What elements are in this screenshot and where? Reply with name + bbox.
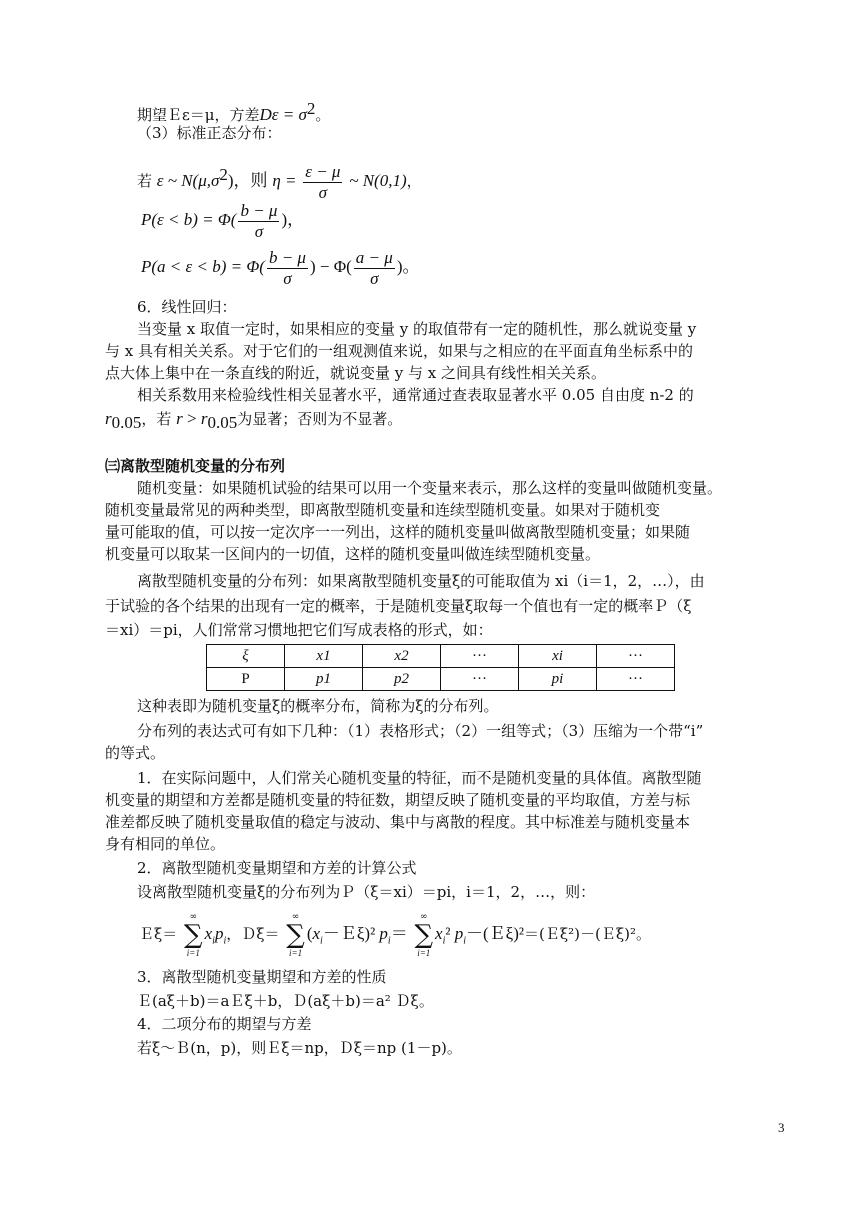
table-row [207,668,675,691]
paragraph-line: Ｅ(aξ＋b)＝aＥξ＋b，Ｄ(aξ＋b)＝a² Ｄξ。 [137,992,434,1010]
paragraph-line: 3．离散型随机变量期望和方差的性质 [137,968,387,986]
paragraph-line: 设离散型随机变量ξ的分布列为Ｐ（ξ＝xi）＝pi，i＝1，2，…，则： [137,883,596,901]
fraction: $\frac{b - \mu}{\sigma}$ [240,200,278,241]
table-cell: x1 [285,645,363,668]
paragraph-line: 于试验的各个结果的出现有一定的概率，于是随机变量ξ取每一个值也有一定的概率Ｐ（ξ [105,597,692,615]
paragraph-line: 随机变量最常见的两种类型，即离散型随机变量和连续型随机变量。如果对于随机变 [105,501,661,519]
paragraph-line: 4．二项分布的期望与方差 [137,1015,312,1033]
paragraph-line: 若ξ～Ｂ(n，p)，则Ｅξ＝np，Ｄξ＝np (1－p)。 [137,1039,462,1057]
paragraph-line: 这种表即为随机变量ξ的概率分布，简称为ξ的分布列。 [137,697,499,715]
table-cell: pi [519,668,597,691]
table-cell: ··· [441,645,519,668]
fraction: $\frac{b - \mu}{\sigma}$ [268,247,306,288]
paragraph-line: 准差都反映了随机变量取值的稳定与波动、集中与离散的程度。其中标准差与随机变量本 [105,813,691,831]
summation: ∞ ∑ i=1 [184,912,203,958]
expectation-variance-line: 期望Ｅε＝μ，方差$D\varepsilon = \sigma^2$。 [137,99,331,124]
table-cell: p1 [285,668,363,691]
paragraph-line: 1．在实际问题中，人们常关心随机变量的特征，而不是随机变量的具体值。离散型随 [137,769,702,787]
paragraph-line: 离散型随机变量的分布列：如果离散型随机变量ξ的可能取值为 xi（i＝1，2，…），由 [137,572,705,590]
paragraph-line: 身有相同的单位。 [105,835,226,853]
paragraph-line: 当变量 x 取值一定时，如果相应的变量 y 的取值带有一定的随机性，那么就说变量 y [137,320,697,338]
section-heading: ㈢离散型随机变量的分布列 [105,457,286,475]
distribution-table [206,644,675,691]
table-cell: x2 [363,645,441,668]
paragraph-line: 相关系数用来检验线性相关显著水平，通常通过查表取显著水平 0.05 自由度 n-2 的 [137,386,694,404]
fraction: $\frac{\varepsilon - \mu}{\sigma}$ [305,161,341,202]
paragraph-line: ＝xi）＝pi，人们常常习惯地把它们写成表格的形式，如： [105,621,493,639]
fraction: $\frac{a - \mu}{\sigma}$ [355,247,393,288]
paragraph-line: 与 x 具有相关关系。对于它们的一组观测值来说，如果与之相应的在平面直角坐标系中的 [105,342,693,360]
table-row [207,645,675,668]
paragraph-line: 量可能取的值，可以按一定次序一一列出，这样的随机变量叫做离散型随机变量；如果随 [105,523,691,541]
paragraph-line: 点大体上集中在一条直线的附近，就说变量 y 与 x 之间具有线性相关关系。 [105,364,607,382]
paragraph-line: 的等式。 [105,744,166,762]
cdf-formula-2: P(a < ε < b) = Φ( $\frac{b - \mu}{\sigma}$ ) − Φ( $\frac{a - \mu}{\sigma}$ )。 [141,247,420,288]
table-cell: p2 [363,668,441,691]
paragraph-line: $r_{0.05}$，若 $r > r_{0.05}$为显著；否则为不显著。 [105,409,403,432]
paragraph-line: 2．离散型随机变量期望和方差的计算公式 [137,859,417,877]
page-number: 3 [778,1120,785,1135]
standard-normal-heading: （3）标准正态分布： [137,124,282,142]
paragraph-line: 机变量的期望和方差都是随机变量的特征数，期望反映了随机变量的平均取值，方差与标 [105,791,691,809]
standardization-formula: 若 ε ~ $N(\mu,\sigma^2)$，则 η = $\frac{\varepsilon - \mu}{\sigma}$ ~ N(0,1)， [137,161,422,202]
linear-regression-heading: 6．线性回归： [137,298,237,316]
paragraph-line: 随机变量：如果随机试验的结果可以用一个变量来表示，那么这样的变量叫做随机变量。 [137,479,723,497]
summation: ∞ ∑ i=1 [414,912,434,958]
summation: ∞ ∑ i=1 [286,912,305,958]
table-cell: P [207,668,285,691]
table-cell: xi [519,645,597,668]
table-cell: ··· [597,645,675,668]
cdf-formula-1: P(ε < b) = Φ( $\frac{b - \mu}{\sigma}$ )， [141,200,305,241]
table-cell: ··· [441,668,519,691]
table-cell: ξ [207,645,285,668]
paragraph-line: 分布列的表达式可有如下几种：（1）表格形式；（2）一组等式；（3）压缩为一个带“i” [137,722,704,740]
table-cell: ··· [597,668,675,691]
expectation-variance-formula: Ｅξ＝ ∞ ∑ i=1 $x_ip_i$，Ｄξ＝ ∞ ∑ i=1 $(x_i-E\xi)^2$ $p_i=$ ∞ ∑ i=1 $x_i^2$ $p_i-(E\xi)^2=(E\xi^2)-(E\xi)^2$。 [139,912,651,958]
paragraph-line: 机变量可以取某一区间内的一切值，这样的随机变量叫做连续型随机变量。 [105,545,601,563]
